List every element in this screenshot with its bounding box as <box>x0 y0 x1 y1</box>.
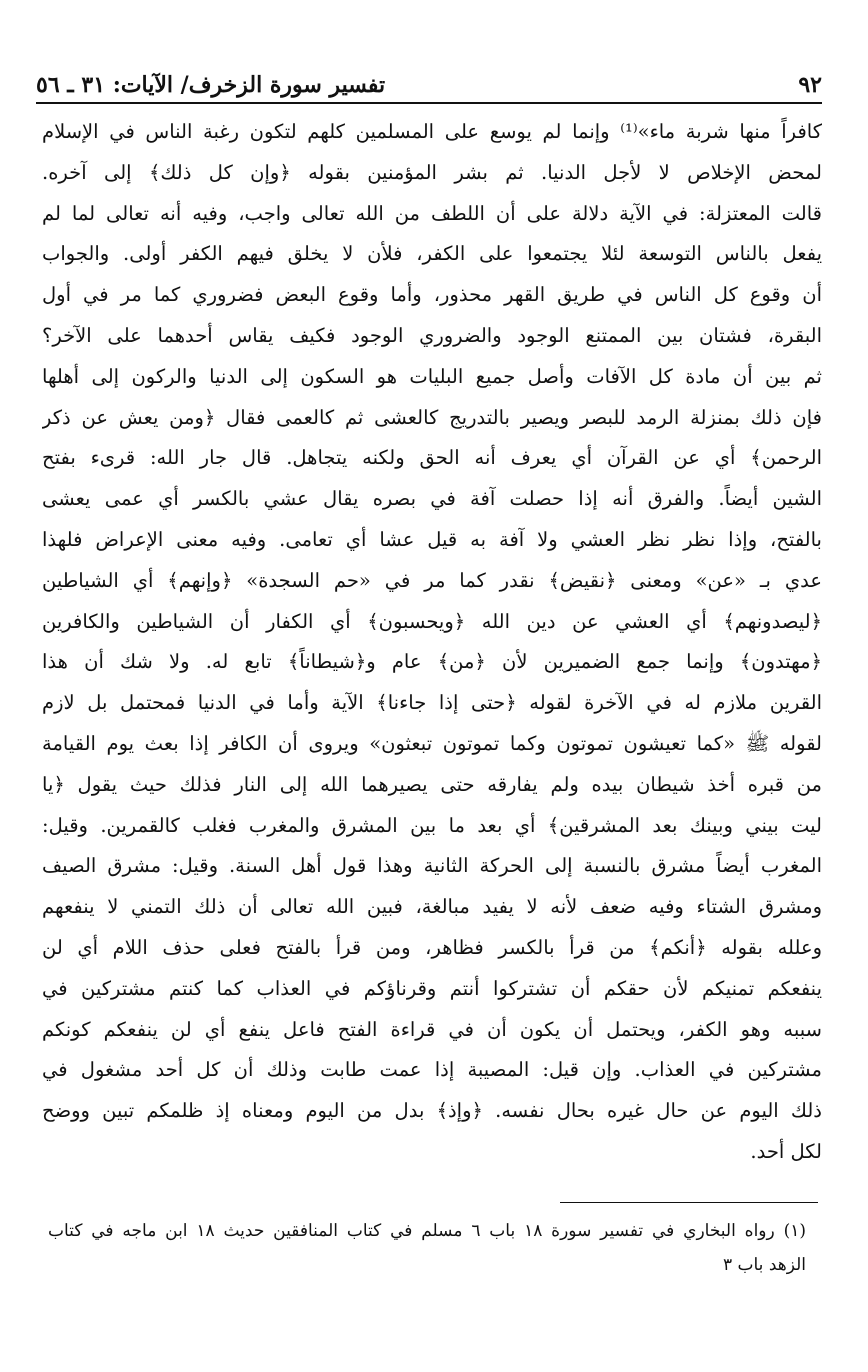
text-line: كافراً منها شربة ماء»⁽¹⁾ وإنما لم يوسع على المسلمين كلهم لتكون رغبة الناس في الإسلام <box>42 120 822 143</box>
text-line: لمحض الإخلاص لا لأجل الدنيا. ثم بشر المؤمنين بقوله ﴿وإن كل ذلك﴾ إلى آخره. <box>42 160 822 184</box>
text-line: ﴿ليصدونهم﴾ أي العشي عن دين الله ﴿ويحسبون﴾ أي الكفار أن الشياطين والكافرين <box>42 609 822 633</box>
text-line: ومشرق الشتاء وفيه ضعف لأنه لا يفيد مبالغة، فبين الله تعالى أن ذلك التمني لا ينفعهم <box>42 895 822 919</box>
text-line: بالفتح، وإذا نظر نظر العشي ولا آفة به قيل عشا أي تعامى. وفيه معنى الإعراض فلهذا <box>42 527 822 551</box>
text-line: ليت بيني وبينك بعد المشرقين﴾ أي بعد ما بين المشرق والمغرب فغلب كالقمرين. وقيل: <box>42 813 822 837</box>
footnote <box>48 1214 806 1282</box>
text-line: يفعل بالناس التوسعة لئلا يجتمعوا على الكفر، فلأن لا يخلق فيهم الكفر أولى. والجواب <box>42 242 822 266</box>
text-line: ﴿مهتدون﴾ وإنما جمع الضميرين لأن ﴿من﴾ عام و﴿شيطاناً﴾ تابع له. ولا شك أن هذا <box>42 650 822 674</box>
text-line: ثم بين أن مادة كل الآفات وأصل جميع البليات هو السكون إلى الدنيا والركون إلى أهلها <box>42 364 822 388</box>
text-line: البقرة، فشتان بين الممتنع الوجود والضروري الوجود فكيف يقاس أحدهما على الآخر؟ <box>42 323 822 347</box>
text-line: قالت المعتزلة: في الآية دلالة على أن اللطف من الله تعالى واجب، وفيه أنه تعالى لما لم <box>42 201 822 225</box>
text-line: من قبره أخذ شيطان بيده ولم يفارقه حتى يصيرهما الله إلى النار فذلك حيث يقول ﴿يا <box>42 772 822 796</box>
text-line: ينفعكم تمنيكم لأن حقكم أن تشتركوا أنتم وقرناؤكم في العذاب كما كنتم مشتركين في <box>42 976 822 1000</box>
body-text <box>42 112 822 1173</box>
text-line: مشتركين في العذاب. وإن قيل: المصيبة إذا عمت طابت وذلك أن كل أحد مشغول في <box>42 1058 822 1082</box>
text-line: القرين ملازم له في الآخرة لقوله ﴿حتى إذا جاءنا﴾ الآية وأما في الدنيا فمحتمل بل لازم <box>42 691 822 715</box>
header-rule <box>36 102 822 104</box>
text-line: عدي بـ «عن» ومعنى ﴿نقيض﴾ نقدر كما مر في «حم السجدة» ﴿وإنهم﴾ أي الشياطين <box>42 568 822 592</box>
text-line: الرحمن﴾ أي عن القرآن أي يعرف أنه الحق ولكنه يتجاهل. قال جار الله: قرىء بفتح <box>42 446 822 470</box>
text-line: أن وقوع كل الناس في طريق القهر محذور، وأما وقوع البعض فضروري كما مر في أول <box>42 283 822 307</box>
text-line: المغرب أيضاً مشرق بالنسبة إلى الحركة الثانية وهذا قول أهل السنة. وقيل: مشرق الصيف <box>42 854 822 878</box>
page-header <box>36 62 822 98</box>
text-line: الشين أيضاً. والفرق أنه إذا حصلت آفة في بصره يقال عشي بالكسر أي عمى يعشى <box>42 487 822 511</box>
footnote-rule <box>560 1202 818 1203</box>
text-line: سببه وهو الكفر، ويحتمل أن يكون أن في قراءة الفتح فاعل ينفع أي لن ينفعكم كونكم <box>42 1017 822 1041</box>
text-line: لقوله ﷺ «كما تعيشون تموتون وكما تموتون تبعثون» ويروى أن الكافر إذا بعث يوم القيامة <box>42 731 822 755</box>
text-line: لكل أحد. <box>750 1139 822 1163</box>
footnote-line: (١) رواه البخاري في تفسير سورة ١٨ باب ٦ مسلم في كتاب المنافقين حديث ١٨ ابن ماجه في كتاب <box>48 1221 806 1241</box>
page-number: ٩٢ <box>798 72 822 98</box>
running-title: تفسير سورة الزخرف/ الآيات: ٣١ ـ ٥٦ <box>36 72 386 98</box>
text-line: فإن ذلك بمنزلة الرمد للبصر ويصير بالتدريج كالعشى ثم كالعمى فقال ﴿ومن يعش عن ذكر <box>42 405 822 429</box>
text-line: ذلك اليوم عن حال غيره بحال نفسه. ﴿وإذ﴾ بدل من اليوم ومعناه إذ ظلمكم تبين ووضح <box>42 1099 822 1123</box>
text-line: وعلله بقوله ﴿أنكم﴾ من قرأ بالكسر فظاهر، ومن قرأ بالفتح فعلى حذف اللام أي لن <box>42 935 822 959</box>
footnote-line: الزهد باب ٣ <box>722 1255 806 1275</box>
